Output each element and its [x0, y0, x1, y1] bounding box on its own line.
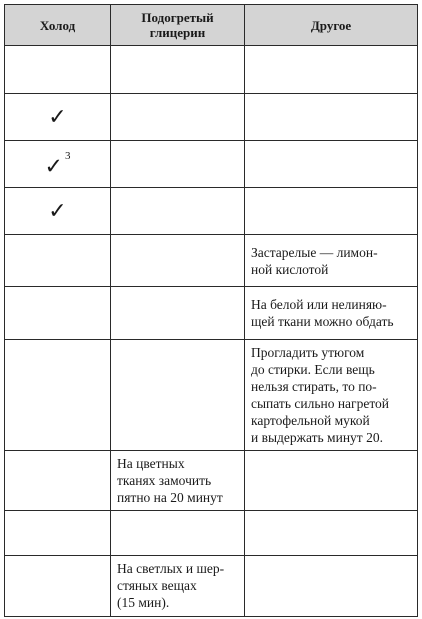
cell-glycerin: На цветных тканях замочить пятно на 20 минут	[111, 451, 245, 511]
check-mark-icon: ✓	[44, 153, 63, 179]
cell-cold	[5, 94, 111, 141]
cell-cold	[5, 556, 111, 617]
cell-glycerin	[111, 46, 245, 94]
cell-other	[245, 188, 418, 235]
table-row	[5, 235, 418, 287]
table-row	[5, 451, 418, 511]
cell-other: Застарелые — лимон- ной кислотой	[245, 235, 418, 287]
cell-cold	[5, 188, 111, 235]
cell-glycerin	[111, 235, 245, 287]
cell-other	[245, 46, 418, 94]
header-glycerin: Подогретый глицерин	[111, 5, 245, 46]
cell-other	[245, 451, 418, 511]
table-row	[5, 141, 418, 188]
table-row	[5, 188, 418, 235]
cell-glycerin	[111, 141, 245, 188]
table-row	[5, 556, 418, 617]
stain-removal-table	[4, 4, 418, 617]
cell-glycerin	[111, 287, 245, 340]
cell-glycerin: На светлых и шер- стяных вещах (15 мин).	[111, 556, 245, 617]
table-row	[5, 46, 418, 94]
cell-cold	[5, 287, 111, 340]
cell-other	[245, 511, 418, 556]
table-row	[5, 94, 418, 141]
table-row	[5, 511, 418, 556]
cell-cold	[5, 451, 111, 511]
cell-glycerin	[111, 94, 245, 141]
table-row	[5, 287, 418, 340]
cell-glycerin	[111, 188, 245, 235]
footnote-marker: 3	[64, 149, 71, 162]
cell-cold	[5, 141, 111, 188]
table-row	[5, 340, 418, 451]
header-other: Другое	[245, 5, 418, 46]
cell-glycerin	[111, 340, 245, 451]
cell-other	[245, 141, 418, 188]
cell-other: Прогладить утюгом до стирки. Если вещь нельзя стирать, то по- сыпать сильно нагретой картофельной мукой и выдержать минут 20.	[245, 340, 418, 451]
cell-other	[245, 556, 418, 617]
header-row	[5, 5, 418, 46]
cell-other	[245, 94, 418, 141]
cell-cold	[5, 511, 111, 556]
header-cold: Холод	[5, 5, 111, 46]
cell-cold	[5, 340, 111, 451]
cell-other: На белой или нелиняю- щей ткани можно обдать	[245, 287, 418, 340]
check-mark-icon: ✓	[48, 104, 67, 129]
cell-glycerin	[111, 511, 245, 556]
cell-cold	[5, 46, 111, 94]
cell-cold	[5, 235, 111, 287]
check-mark-icon: ✓	[48, 198, 67, 223]
